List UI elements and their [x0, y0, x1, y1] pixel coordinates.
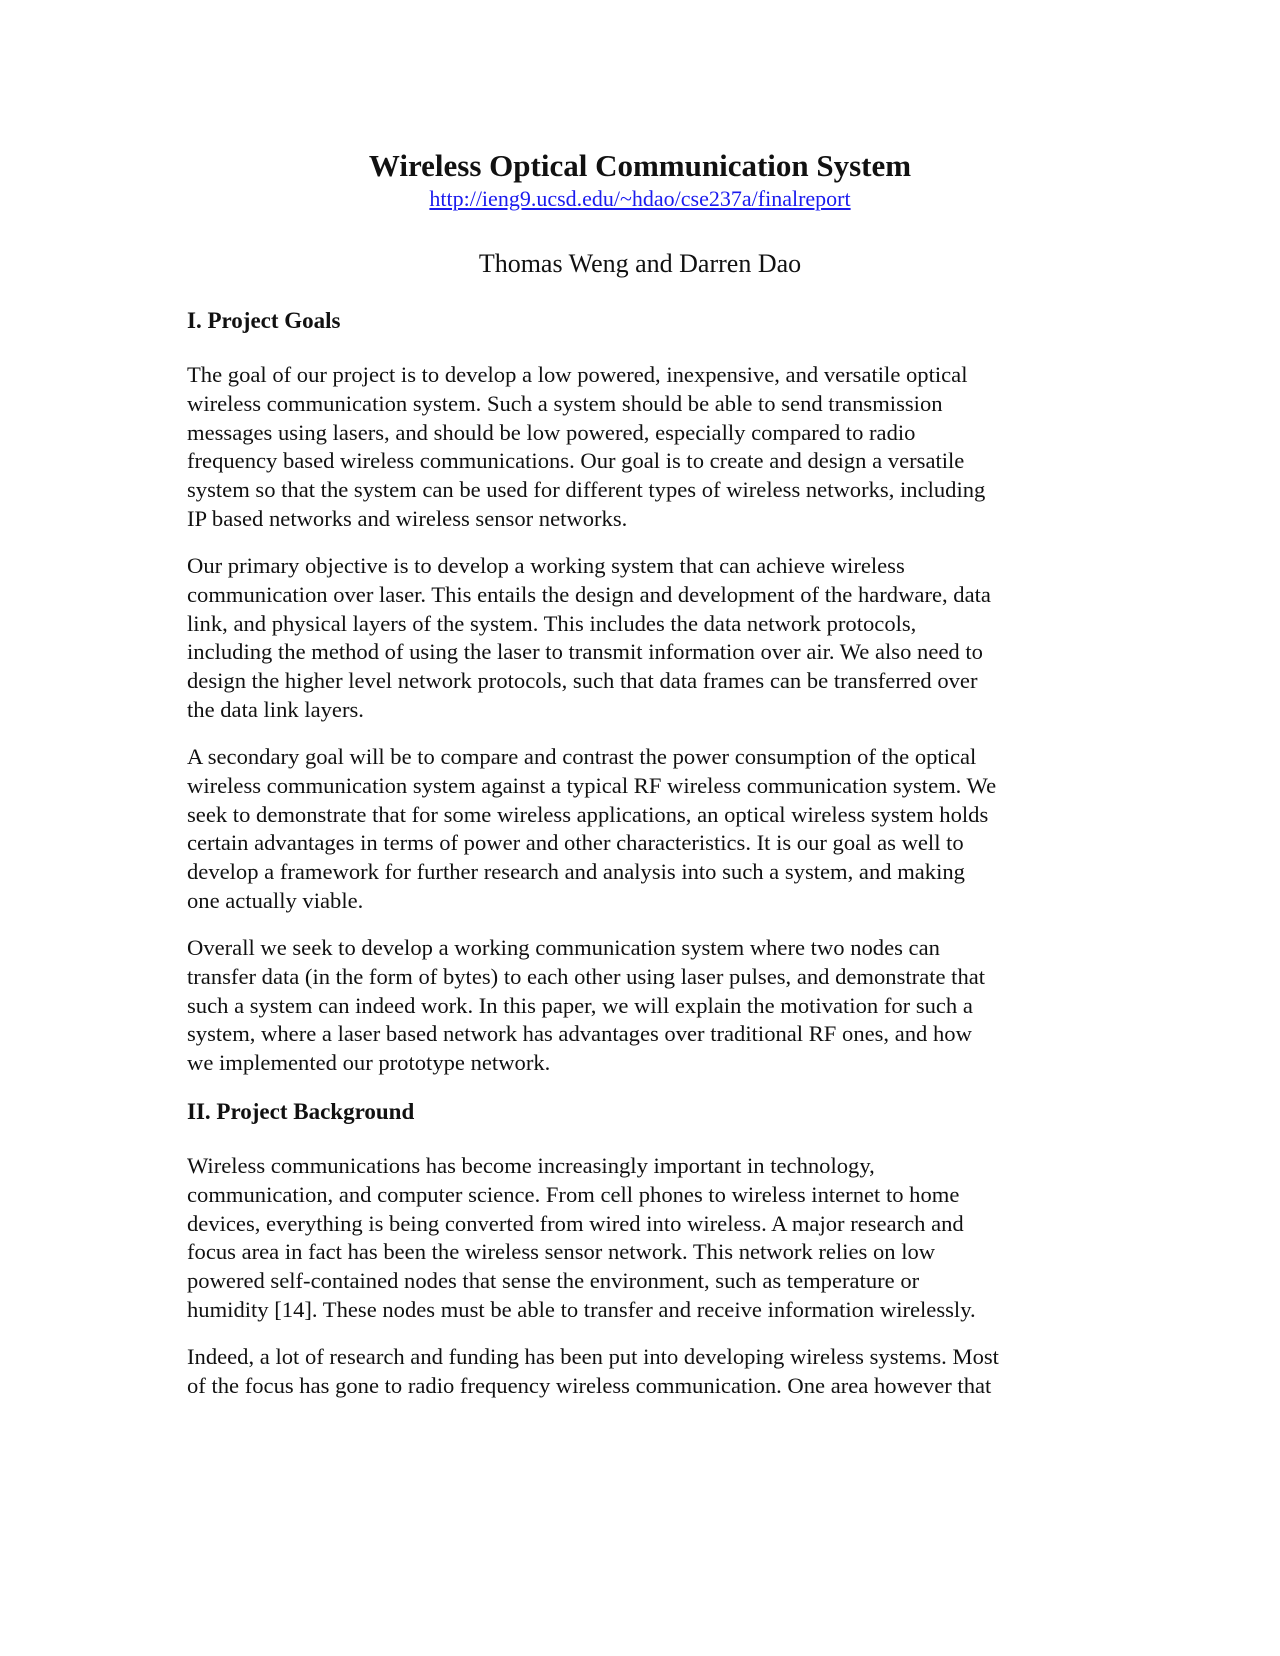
paper-title: Wireless Optical Communication System	[368, 148, 912, 183]
paragraph-goals-4	[187, 934, 1107, 1078]
text-line: wireless communication system against a typical RF wireless communication system. We	[187, 772, 997, 798]
text-line: design the higher level network protocols, such that data frames can be transferred over	[187, 668, 978, 694]
paragraph-goals-2	[187, 552, 1107, 725]
text-line: link, and physical layers of the system. This includes the data network protocols,	[187, 610, 917, 636]
text-line: including the method of using the laser to transmit information over air. We also need to	[187, 639, 983, 665]
text-line: such a system can indeed work. In this paper, we will explain the motivation for such a	[187, 992, 973, 1018]
paragraph-goals-3	[187, 743, 1107, 916]
text-line: frequency based wireless communications. Our goal is to create and design a versatile	[187, 448, 965, 474]
section-heading-project-goals: I. Project Goals	[187, 308, 341, 333]
text-line: one actually viable.	[187, 887, 364, 913]
paragraph-background-2	[187, 1343, 1107, 1401]
author-line: Thomas Weng and Darren Dao	[478, 249, 802, 278]
text-line: develop a framework for further research and analysis into such a system, and making	[187, 859, 965, 885]
text-line: seek to demonstrate that for some wireless applications, an optical wireless system holds	[187, 801, 989, 827]
section-heading-project-background: II. Project Background	[187, 1099, 415, 1124]
text-line: Wireless communications has become increasingly important in technology,	[187, 1153, 875, 1178]
paragraph-goals-1	[187, 361, 1107, 534]
text-line: communication, and computer science. From cell phones to wireless internet to home	[187, 1181, 960, 1207]
text-line: system, where a laser based network has advantages over traditional RF ones, and how	[187, 1021, 972, 1047]
text-line: of the focus has gone to radio frequency wireless communication. One area however that	[187, 1372, 992, 1398]
text-line: the data link layers.	[187, 696, 364, 722]
text-line: messages using lasers, and should be low powered, especially compared to radio	[187, 419, 916, 445]
report-url-link[interactable]: http://ieng9.ucsd.edu/~hdao/cse237a/finalreport	[429, 186, 851, 211]
text-line: we implemented our prototype network.	[187, 1050, 551, 1076]
text-line: Overall we seek to develop a working communication system where two nodes can	[187, 935, 940, 960]
text-line: A secondary goal will be to compare and contrast the power consumption of the optical	[187, 744, 977, 769]
text-line: certain advantages in terms of power and other characteristics. It is our goal as well to	[187, 830, 964, 856]
text-line: transfer data (in the form of bytes) to each other using laser pulses, and demonstrate that	[187, 963, 986, 989]
text-line: devices, everything is being converted from wired into wireless. A major research and	[187, 1210, 964, 1236]
text-line: Indeed, a lot of research and funding has been put into developing wireless systems. Most	[187, 1344, 999, 1369]
text-line: powered self-contained nodes that sense the environment, such as temperature or	[187, 1268, 920, 1294]
text-line: wireless communication system. Such a system should be able to send transmission	[187, 390, 943, 416]
text-line: The goal of our project is to develop a low powered, inexpensive, and versatile optical	[187, 362, 968, 387]
text-line: communication over laser. This entails the design and development of the hardware, data	[187, 581, 991, 607]
text-line: IP based networks and wireless sensor networks.	[187, 505, 628, 531]
text-line: system so that the system can be used for different types of wireless networks, including	[187, 477, 986, 503]
paragraph-background-1	[187, 1152, 1107, 1325]
text-line: Our primary objective is to develop a working system that can achieve wireless	[187, 553, 905, 578]
text-line: humidity [14]. These nodes must be able to transfer and receive information wirelessly.	[187, 1296, 976, 1322]
text-line: focus area in fact has been the wireless sensor network. This network relies on low	[187, 1239, 936, 1265]
